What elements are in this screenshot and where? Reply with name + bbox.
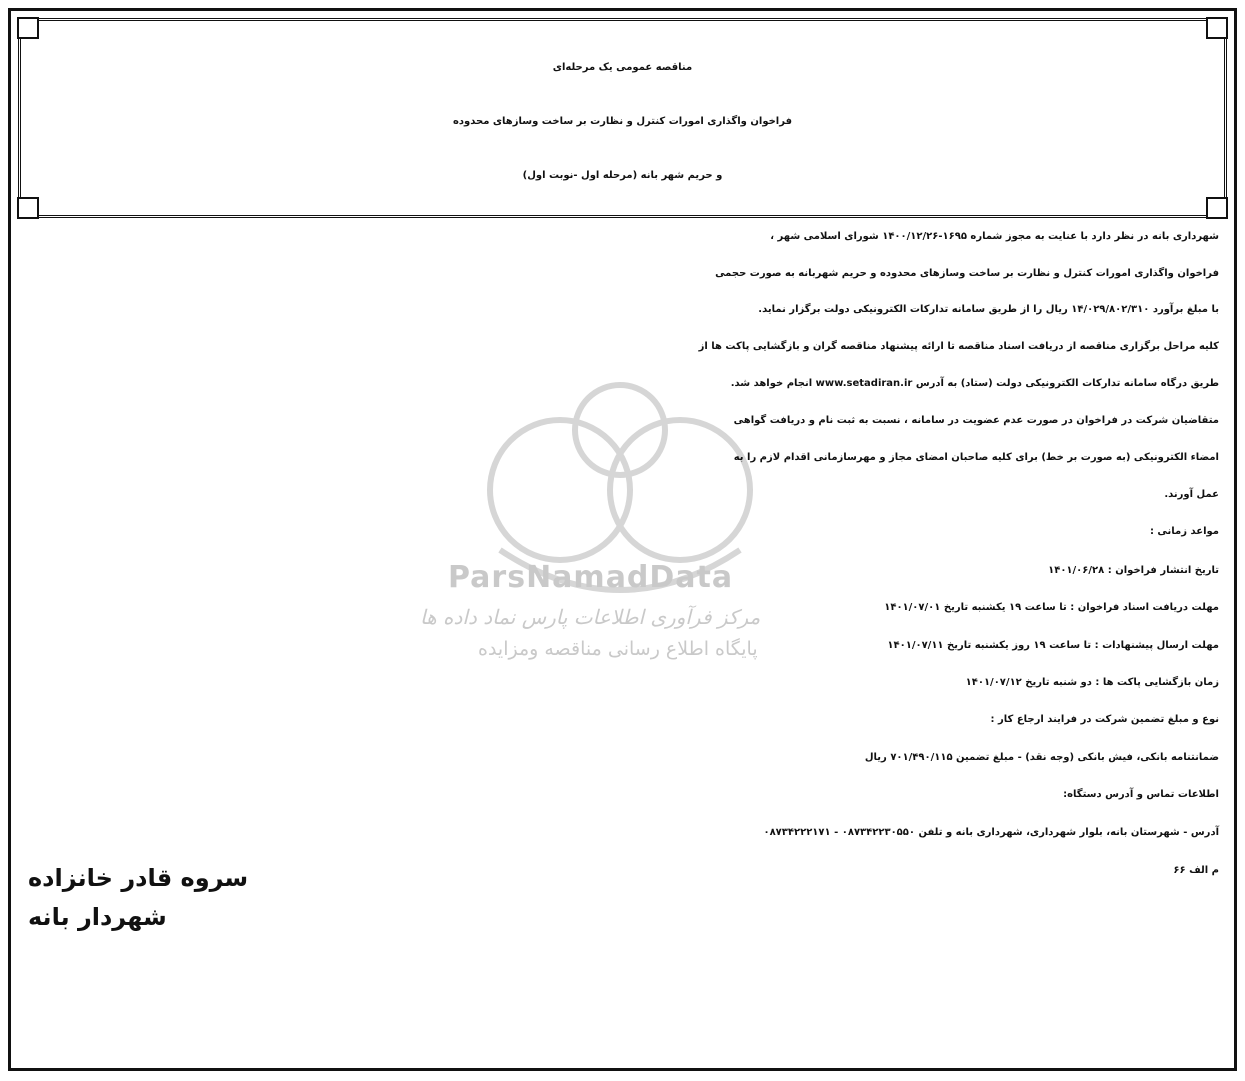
body-line-3: با مبلغ برآورد ۱۴/۰۲۹/۸۰۲/۳۱۰ ریال را از طریق سامانه تدارکات الکترونیکی دولت برگزار نماید. [758, 304, 1219, 315]
title-line-1: مناقصه عمومی یک مرحله‌ای [552, 62, 693, 73]
corner-ornament [1206, 197, 1228, 219]
guarantee-heading: نوع و مبلغ تضمین شرکت در فرایند ارجاع کار : [990, 714, 1219, 725]
body-line-5-post: انجام خواهد شد. [730, 378, 816, 389]
signatory-name: سروه قادر خانزاده [28, 864, 249, 892]
title-line-3: و حریم شهر بانه (مرحله اول -نوبت اول) [522, 170, 723, 181]
title-box [18, 18, 1227, 218]
body-line-1: شهرداری بانه در نظر دارد با عنایت به مجوز شماره ۱۶۹۵-۱۴۰۰/۱۲/۲۶ شورای اسلامی شهر ، [770, 231, 1219, 242]
schedule-opening: زمان بازگشایی پاکت ها : دو شنبه تاریخ ۱۴۰۱/۰۷/۱۲ [965, 677, 1219, 688]
body-line-4: کلیه مراحل برگزاری مناقصه از دریافت اسناد مناقصه تا ارائه پیشنهاد مناقصه گران و بازگشایی پاکت ها از [698, 341, 1219, 352]
schedule-bids-deadline: مهلت ارسال پیشنهادات : تا ساعت ۱۹ روز یکشنبه تاریخ ۱۴۰۱/۰۷/۱۱ [887, 640, 1219, 651]
watermark-brand: ParsNamadData [448, 560, 734, 595]
schedule-heading: مواعد زمانی : [1149, 526, 1219, 537]
contact-address: آدرس - شهرستان بانه، بلوار شهرداری، شهرداری بانه و تلفن ۰۸۷۳۴۲۲۳۰۵۵۰ - ۰۸۷۳۴۲۲۲۱۷۱ [763, 827, 1219, 838]
body-line-5 [28, 379, 1219, 389]
body-line-7: امضاء الکترونیکی (به صورت بر خط) برای کلیه صاحبان امضای مجاز و مهرسازمانی اقدام لازم را به [733, 452, 1219, 463]
guarantee-detail: ضمانتنامه بانکی، فیش بانکی (وجه نقد) - مبلغ تضمین ۷۰۱/۴۹۰/۱۱۵ ریال [864, 752, 1219, 763]
publication-code: م الف ۶۶ [1173, 865, 1219, 876]
corner-ornament [1206, 17, 1228, 39]
schedule-publish: تاریخ انتشار فراخوان : ۱۴۰۱/۰۶/۲۸ [1048, 565, 1219, 576]
title-line-2: فراخوان واگذاری امورات کنترل و نظارت بر ساخت وسازهای محدوده [452, 116, 793, 127]
corner-ornament [17, 197, 39, 219]
body-line-6: متقاضیان شرکت در فراخوان در صورت عدم عضویت در سامانه ، نسبت به ثبت نام و دریافت گواهی [733, 415, 1219, 426]
body-line-8: عمل آورند. [1164, 489, 1219, 500]
schedule-docs-deadline: مهلت دریافت اسناد فراخوان : تا ساعت ۱۹ یکشنبه تاریخ ۱۴۰۱/۰۷/۰۱ [884, 602, 1219, 613]
watermark-subtitle: مرکز فرآوری اطلاعات پارس نماد داده ها [420, 605, 761, 629]
body-line-2: فراخوان واگذاری امورات کنترل و نظارت بر ساخت وسازهای محدوده و حریم شهربانه به صورت حجمی [715, 268, 1219, 279]
contact-heading: اطلاعات تماس و آدرس دستگاه: [1063, 789, 1219, 800]
signatory-title: شهردار بانه [28, 903, 167, 931]
watermark-subtitle-2: پایگاه اطلاع رسانی مناقصه ومزایده [478, 638, 758, 660]
body-line-5-pre: طریق درگاه سامانه تدارکات الکترونیکی دولت (ستاد) به آدرس [912, 378, 1219, 389]
corner-ornament [17, 17, 39, 39]
setadiran-link[interactable]: www.setadiran.ir [815, 378, 913, 389]
